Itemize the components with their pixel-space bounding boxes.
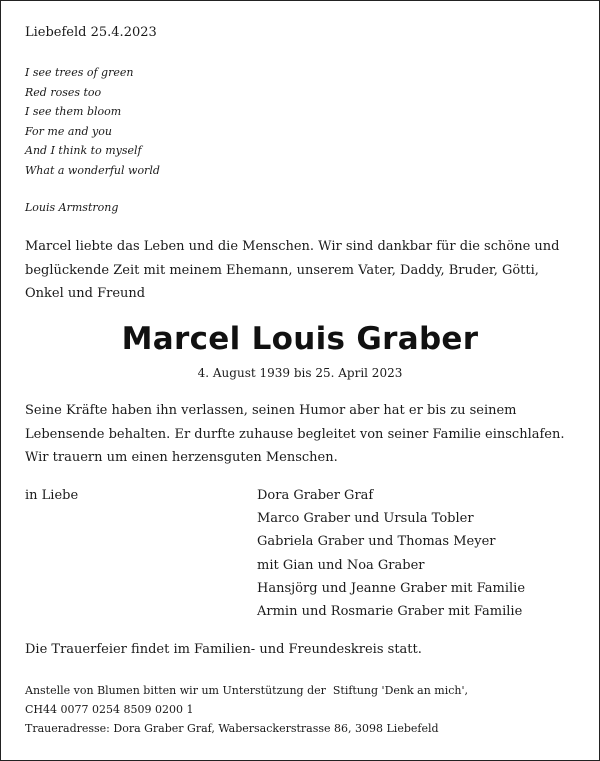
poem-line: I see trees of green — [25, 66, 134, 79]
poem-line: What a wonderful world — [25, 163, 160, 177]
mourner-entry: Hansjörg und Jeanne Graber mit Familie — [257, 580, 526, 596]
poem-line: And I think to myself — [25, 144, 142, 157]
poem-line: Red roses too — [25, 85, 102, 99]
mourner-entry: mit Gian und Noa Graber — [257, 557, 425, 573]
in-liebe-label: in Liebe — [25, 488, 79, 503]
poem-line: For me and you — [25, 124, 112, 138]
mourners-list — [257, 488, 525, 627]
poem — [25, 63, 160, 180]
deceased-name: Marcel Louis Graber — [121, 321, 479, 357]
poem-author: Louis Armstrong — [25, 201, 119, 214]
place-date: Liebefeld 25.4.2023 — [25, 25, 157, 40]
iban: CH44 0077 0254 8509 0200 1 — [25, 703, 194, 716]
poem-line: I see them bloom — [25, 105, 122, 118]
life-dates: 4. August 1939 bis 25. April 2023 — [197, 366, 403, 380]
body-paragraph: Seine Kräfte haben ihn verlassen, seinen Humor aber hat er bis zu seinem Lebensende behalten. Er durfte zuhause begleitet von seiner Familie einschlafen. Wir trauern um einen herzensguten Menschen. — [25, 403, 565, 465]
mourning-address: Traueradresse: Dora Graber Graf, Wabersackerstrasse 86, 3098 Liebefeld — [25, 722, 439, 735]
intro-paragraph: Marcel liebte das Leben und die Menschen. Wir sind dankbar für die schöne und beglückende Zeit mit meinem Ehemann, unserem Vater, Daddy, Bruder, Götti, Onkel und Freund — [25, 239, 560, 301]
mourner-entry: Gabriela Graber und Thomas Meyer — [257, 534, 496, 550]
donation-note: Anstelle von Blumen bitten wir um Unterstützung der Stiftung 'Denk an mich', — [25, 684, 469, 697]
ceremony-note: Die Trauerfeier findet im Familien- und Freundeskreis statt. — [25, 642, 422, 657]
mourner-entry: Dora Graber Graf — [257, 488, 374, 503]
footer — [25, 681, 468, 738]
mourner-entry: Armin und Rosmarie Graber mit Familie — [257, 603, 523, 619]
mourner-entry: Marco Graber und Ursula Tobler — [257, 511, 474, 527]
